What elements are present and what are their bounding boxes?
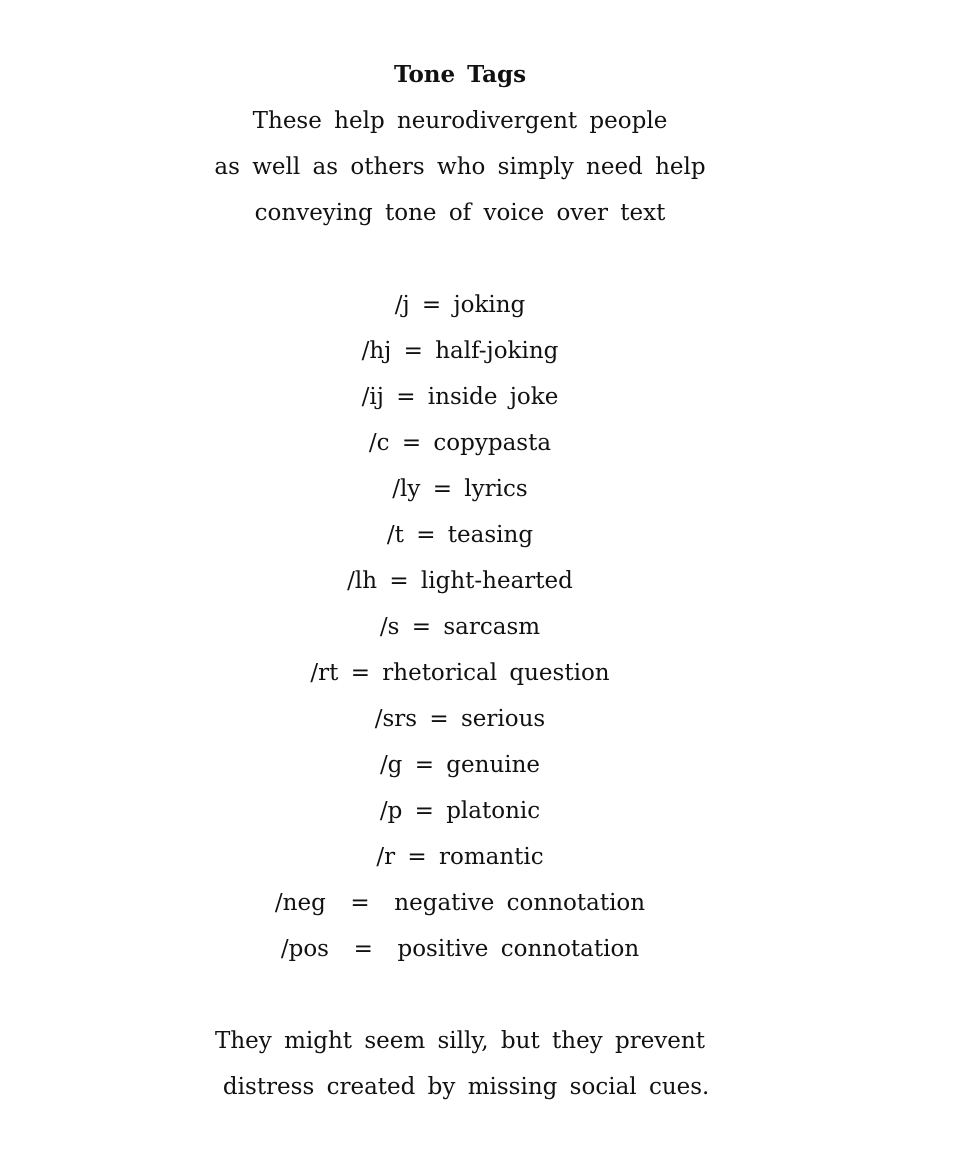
outro-line: They might seem silly, but they prevent	[215, 1028, 705, 1054]
tag-line: /neg = negative connotation	[274, 890, 646, 916]
tag-line: /r = romantic	[376, 844, 544, 870]
document-body	[0, 52, 920, 1110]
tag-line: /g = genuine	[379, 752, 541, 778]
intro-line: conveying tone of voice over text	[254, 200, 666, 226]
outro-line: distress created by missing social cues.	[210, 1074, 710, 1100]
intro-line: These help neurodivergent people	[252, 108, 668, 134]
document-title: Tone Tags	[393, 61, 527, 88]
tag-line: /ij = inside joke	[361, 384, 559, 410]
tag-line: /j = joking	[394, 292, 526, 318]
tag-line: /lh = light-hearted	[347, 568, 573, 594]
tag-line: /pos = positive connotation	[280, 936, 640, 962]
tag-line: /rt = rhetorical question	[310, 660, 610, 686]
spacer	[0, 972, 920, 1018]
tag-line: /hj = half-joking	[361, 338, 559, 364]
tag-line: /p = platonic	[379, 798, 541, 824]
intro-line: as well as others who simply need help	[214, 154, 706, 180]
tag-line: /srs = serious	[374, 706, 546, 732]
tag-line: /t = teasing	[386, 522, 534, 548]
spacer	[0, 236, 920, 282]
tag-line: /ly = lyrics	[392, 476, 528, 502]
tag-line: /c = copypasta	[368, 430, 552, 456]
tag-line: /s = sarcasm	[379, 614, 541, 640]
